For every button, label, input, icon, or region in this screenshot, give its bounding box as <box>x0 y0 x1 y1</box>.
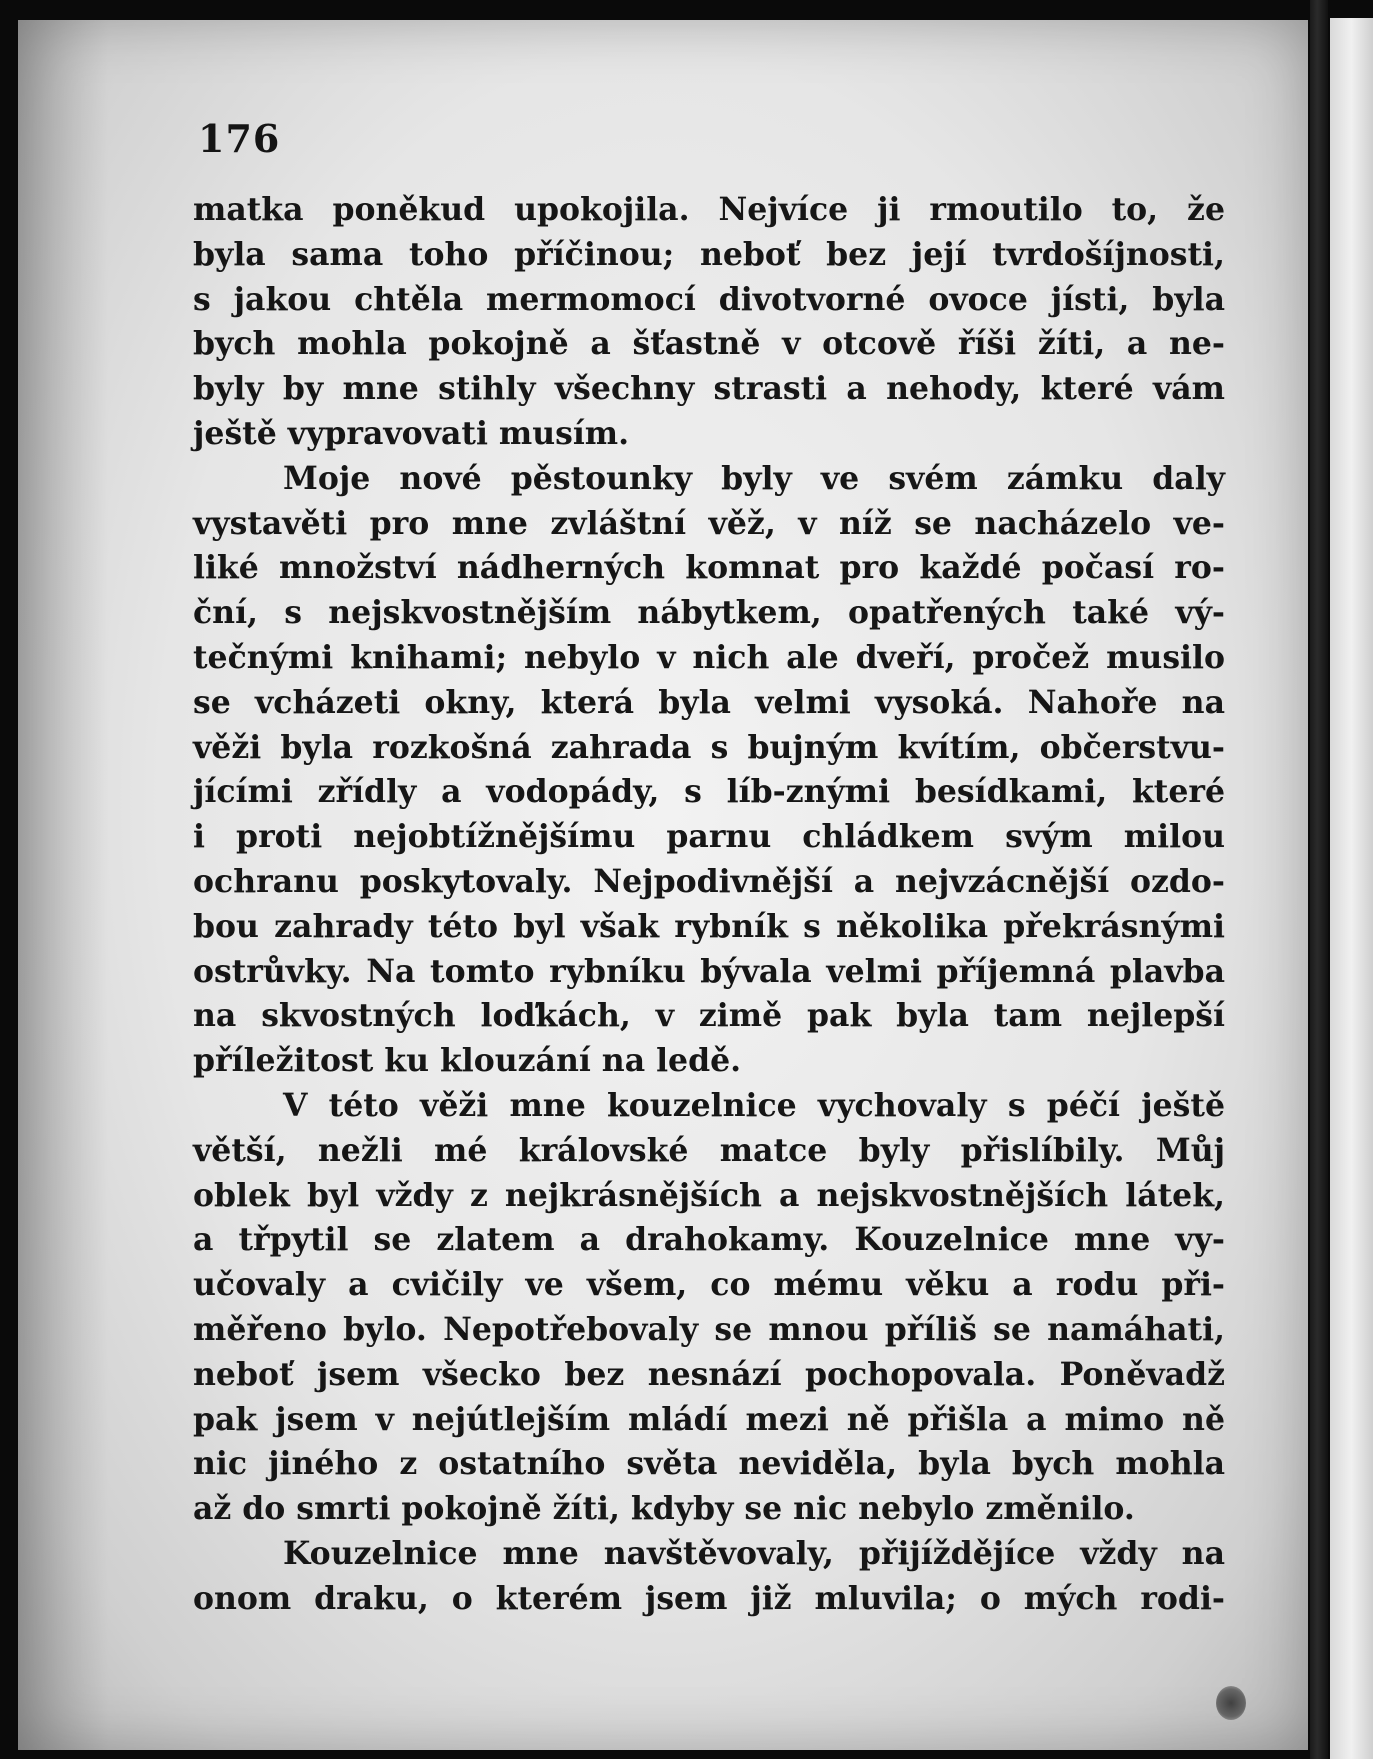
text-line: a třpytil se zlatem a drahokamy. Kouzelnice mne vy- <box>193 1221 1225 1259</box>
text-line: větší, nežli mé královské matce byly přislíbily. Můj <box>193 1131 1225 1169</box>
text-line: byla sama toho příčinou; neboť bez její tvrdošíjnosti, <box>193 235 1225 273</box>
text-line: bych mohla pokojně a šťastně v otcově říši žíti, a ne- <box>193 325 1225 363</box>
text-line: pak jsem v nejútlejším mládí mezi ně přišla a mimo ně <box>193 1400 1225 1438</box>
text-line: tečnými knihami; nebylo v nich ale dveří, pročež musilo <box>193 638 1225 676</box>
text-line: Moje nové pěstounky byly ve svém zámku daly <box>283 459 1225 497</box>
text-line: ještě vypravovati musím. <box>193 414 630 452</box>
text-line: liké množství nádherných komnat pro každé počasí ro- <box>193 549 1225 587</box>
text-line: Kouzelnice mne navštěvovaly, přijíždějíce vždy na <box>283 1534 1225 1572</box>
next-page-edge <box>1330 18 1373 1759</box>
text-line: bou zahrady této byl však rybník s několika překrásnými <box>193 907 1225 945</box>
text-line: neboť jsem všecko bez nesnází pochopovala. Poněvadž <box>193 1355 1225 1393</box>
text-line: V této věži mne kouzelnice vychovaly s péčí ještě <box>283 1086 1225 1124</box>
page-gutter-shadow <box>1310 0 1328 1759</box>
book-page <box>18 20 1308 1750</box>
text-line: nic jiného z ostatního světa neviděla, byla bych mohla <box>193 1445 1225 1483</box>
page-number: 176 <box>198 116 281 161</box>
ink-blot <box>1216 1686 1246 1720</box>
text-line: příležitost ku klouzání na ledě. <box>193 1042 742 1080</box>
text-line: vystavěti pro mne zvláštní věž, v níž se nacházelo ve- <box>193 504 1225 542</box>
text-line: věži byla rozkošná zahrada s bujným kvítím, občerstvu- <box>193 728 1225 766</box>
text-line: měřeno bylo. Nepotřebovaly se mnou příliš se namáhati, <box>193 1310 1225 1348</box>
text-line: jícími zřídly a vodopády, s líb-znými besídkami, které <box>193 773 1225 811</box>
text-line: se vcházeti okny, která byla velmi vysoká. Nahoře na <box>193 683 1225 721</box>
text-line: byly by mne stihly všechny strasti a nehody, které vám <box>193 370 1225 408</box>
text-line: matka poněkud upokojila. Nejvíce ji rmoutilo to, že <box>193 191 1225 228</box>
text-line: oblek byl vždy z nejkrásnějších a nejskvostnějších látek, <box>193 1176 1225 1214</box>
text-line: ční, s nejskvostnějším nábytkem, opatřených také vý- <box>193 594 1225 632</box>
text-line: i proti nejobtížnějšímu parnu chládkem svým milou <box>193 818 1225 856</box>
text-line: s jakou chtěla mermomocí divotvorné ovoce jísti, byla <box>193 280 1225 318</box>
text-line: ochranu poskytovaly. Nejpodivnější a nejvzácnější ozdo- <box>193 862 1225 900</box>
text-line: na skvostných loďkách, v zimě pak byla tam nejlepší <box>193 997 1225 1035</box>
text-line: onom draku, o kterém jsem již mluvila; o mých rodi- <box>193 1579 1225 1617</box>
text-line: učovaly a cvičily ve všem, co mému věku a rodu při- <box>193 1266 1225 1304</box>
text-line: ostrůvky. Na tomto rybníku bývala velmi příjemná plavba <box>193 952 1225 990</box>
text-line: až do smrti pokojně žíti, kdyby se nic nebylo změnilo. <box>193 1490 1135 1528</box>
body-text <box>193 188 1225 1622</box>
